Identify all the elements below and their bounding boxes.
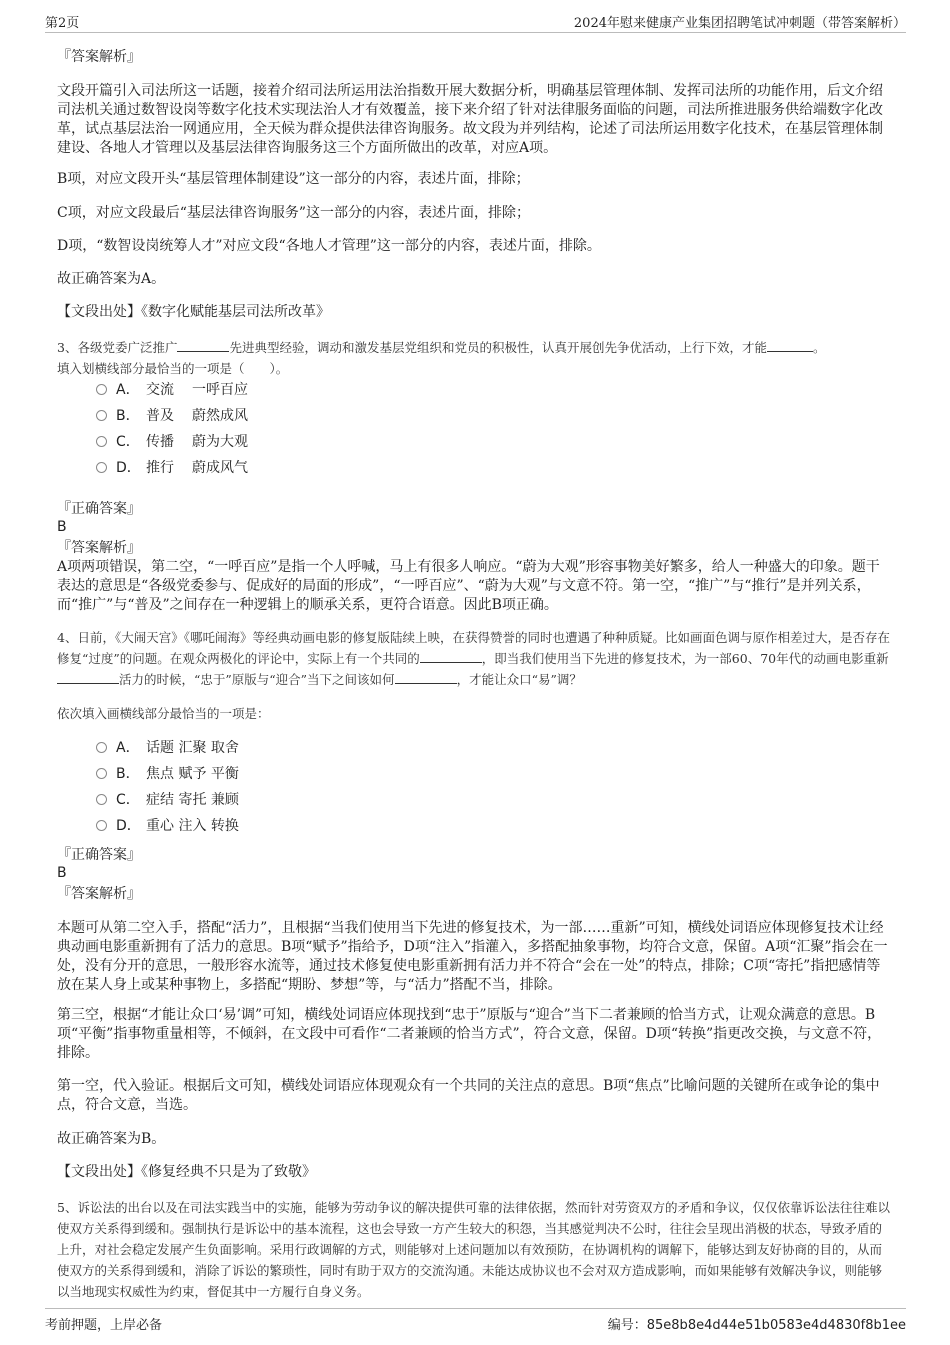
q4-blank-1 <box>420 648 482 663</box>
q4-instruction: 依次填入画横线部分最恰当的一项是： <box>57 706 270 721</box>
q2-analysis-label: 『答案解析』 <box>57 49 141 65</box>
footer-code-value: 85e8b8e4d44e51b0583e4d4830f8b1ee <box>646 1318 906 1333</box>
q5-stem: 5、诉讼法的出台以及在司法实践当中的实施，能够为劳动争议的解决提供可靠的法律依据，然而针对劳资双方的矛盾和争议，仅仅依靠诉讼法往往难以使双方关系得到缓和。强制执行是诉讼中的基本流程，这也会导致一方产生较大的积怨，当其感觉判决不公时，往往会呈现出消极的状态，导致矛盾的上升，对社会稳定发展产生负面影响。采用行政调解的方式，则能够对上述问题加以有效预防，在协调机构的调解下，能够达到友好协商的目的，从而使双方的关系得到缓和，消除了诉讼的繁琐性，同时有助于双方的交流沟通。未能达成协议也不会对双方造成影响，而如果能够有效解决争议，则能够以当地现实权威性为约束，督促其中一方履行自身义务。 <box>57 1200 890 1299</box>
q3-option-a[interactable]: A． 交流 一呼百应 <box>96 380 248 400</box>
q2-analysis-p4: D项，“数智设岗统筹人才”对应文段“各地人才管理”这一部分的内容，表述片面，排除。 <box>57 238 601 254</box>
footer-code-label: 编号： <box>607 1318 647 1333</box>
q2-analysis-p3: C项，对应文段最后“基层法律咨询服务”这一部分的内容，表述片面，排除； <box>57 205 531 221</box>
q3-stem <box>57 337 893 379</box>
q3-option-b[interactable]: B． 普及 蔚然成风 <box>96 406 248 426</box>
q4-analysis-p1: 本题可从第二空入手，搭配“活力”，且根据“当我们使用当下先进的修复技术，为一部……重新”可知，横线处词语应体现修复技术让经典动画电影重新拥有了活力的意思。B项“赋予”指给予，D项“注入”指灌入，多搭配抽象事物，均符合文意，保留。A项“汇聚”指会在一处，没有分开的意思，一般形容水流等，通过技术修复使电影重新拥有活力并不符合“会在一处”的特点，排除；C项“寄托”指把感情等放在某人身上或某种事物上，多搭配“期盼、梦想”等，与“活力”搭配不当，排除。 <box>57 920 888 993</box>
radio-icon[interactable] <box>96 436 107 447</box>
q3-blank-2 <box>767 337 813 352</box>
q2-source: 【文段出处】《数字化赋能基层司法所改革》 <box>57 304 330 320</box>
radio-icon[interactable] <box>96 794 107 805</box>
radio-icon[interactable] <box>96 768 107 779</box>
q3-blank-1 <box>177 337 229 352</box>
header-divider <box>45 32 906 33</box>
q4-blank-3 <box>395 669 457 684</box>
q4-conclusion: 故正确答案为B。 <box>57 1131 166 1147</box>
q3-stem-b: 先进典型经验，调动和激发基层党组织和党员的积极性，认真开展创先争优活动，上行下效，才能 <box>229 340 767 355</box>
q4-analysis-p2: 第三空，根据“才能让众口‘易’调”可知，横线处词语应体现找到“忠于”原版与“迎合”当下二者兼顾的恰当方式，让观众满意的意思。B项“平衡”指事物重量相等，不倾斜，在文段中可看作“二者兼顾的恰当方式”，符合文意，保留。D项“转换”指更改交换，与文意不符，排除。 <box>57 1007 882 1061</box>
q4-answer-label: 『正确答案』 <box>57 847 141 863</box>
document-title: 2024年慰来健康产业集团招聘笔试冲刺题（带答案解析） <box>573 16 906 31</box>
radio-icon[interactable] <box>96 820 107 831</box>
q2-conclusion: 故正确答案为A。 <box>57 271 166 287</box>
page-number: 第2页 <box>45 16 80 31</box>
q4-source: 【文段出处】《修复经典不只是为了致敬》 <box>57 1164 316 1180</box>
q4-stem: 4、日前，《大闹天宫》《哪吒闹海》等经典动画电影的修复版陆续上映，在获得赞誉的同时也遭遇了种种质疑。比如画面色调与原作相差过大，是否存在修复“过度”的问题。在观众两极化的评论中，实际上有一个共同的 ，即当我们使用当下先进的修复技术，为一部60、70年代的动画电影重新活力的时候，“忠于”原版与“迎合”当下之间该如何 ，才能让众口“易”调？ <box>57 630 890 687</box>
q4-blank-2 <box>57 669 119 684</box>
q4-analysis-p3: 第一空，代入验证。根据后文可知，横线处词语应体现观众有一个共同的关注点的意思。B项“焦点”比喻问题的关键所在或争论的集中点，符合文意，当选。 <box>57 1078 880 1113</box>
radio-icon[interactable] <box>96 462 107 473</box>
radio-icon[interactable] <box>96 742 107 753</box>
q3-answer-label: 『正确答案』 <box>57 501 141 517</box>
radio-icon[interactable] <box>96 410 107 421</box>
footer-code <box>608 1314 906 1333</box>
q2-analysis-p2: B项，对应文段开头“基层管理体制建设”这一部分的内容，表述片面，排除； <box>57 171 530 187</box>
q4-analysis-label: 『答案解析』 <box>57 886 141 902</box>
q3-option-d[interactable]: D． 推行 蔚成风气 <box>96 458 248 478</box>
q4-option-a[interactable]: A． 话题 汇聚 取舍 <box>96 738 239 758</box>
q4-answer: B <box>57 865 67 881</box>
footer-divider <box>45 1308 906 1309</box>
q2-analysis-p1: 文段开篇引入司法所这一话题，接着介绍司法所运用法治指数开展大数据分析，明确基层管理体制、发挥司法所的功能作用，后文介绍司法机关通过数智设岗等数字化技术实现法治人才有效覆盖，接下来介绍了针对法律服务面临的问题，司法所推进服务供给端数字化改革，试点基层法治一网通应用，全天候为群众提供法律咨询服务。故文段为并列结构，论述了司法所运用数字化技术，在基层管理体制建设、各地人才管理以及基层法律咨询服务这三个方面所做出的改革，对应A项。 <box>57 83 883 156</box>
q3-stem-c: 。 <box>812 340 826 355</box>
footer-slogan: 考前押题，上岸必备 <box>45 1318 163 1333</box>
q4-option-c[interactable]: C． 症结 寄托 兼顾 <box>96 790 239 810</box>
q3-analysis: A项两项错误，第二空，“一呼百应”是指一个人呼喊，马上有很多人响应。“蔚为大观”形容事物美好繁多，给人一种盛大的印象。题干表达的意思是“各级党委参与、促成好的局面的形成”，“一呼百应”、“蔚为大观”与文意不符。第一空，“推广”与“推行”是并列关系，而“推广”与“普及”之间存在一种逻辑上的顺承关系，更符合语意。因此B项正确。 <box>57 559 880 613</box>
q3-instruction: 填入划横线部分最恰当的一项是（ ）。 <box>57 361 289 376</box>
q3-analysis-label: 『答案解析』 <box>57 540 141 556</box>
radio-icon[interactable] <box>96 384 107 395</box>
q3-stem-a: 3、各级党委广泛推广 <box>57 340 178 355</box>
q3-answer: B <box>57 519 67 535</box>
q4-option-d[interactable]: D． 重心 注入 转换 <box>96 816 239 836</box>
q4-option-b[interactable]: B． 焦点 赋予 平衡 <box>96 764 239 784</box>
q3-option-c[interactable]: C． 传播 蔚为大观 <box>96 432 248 452</box>
